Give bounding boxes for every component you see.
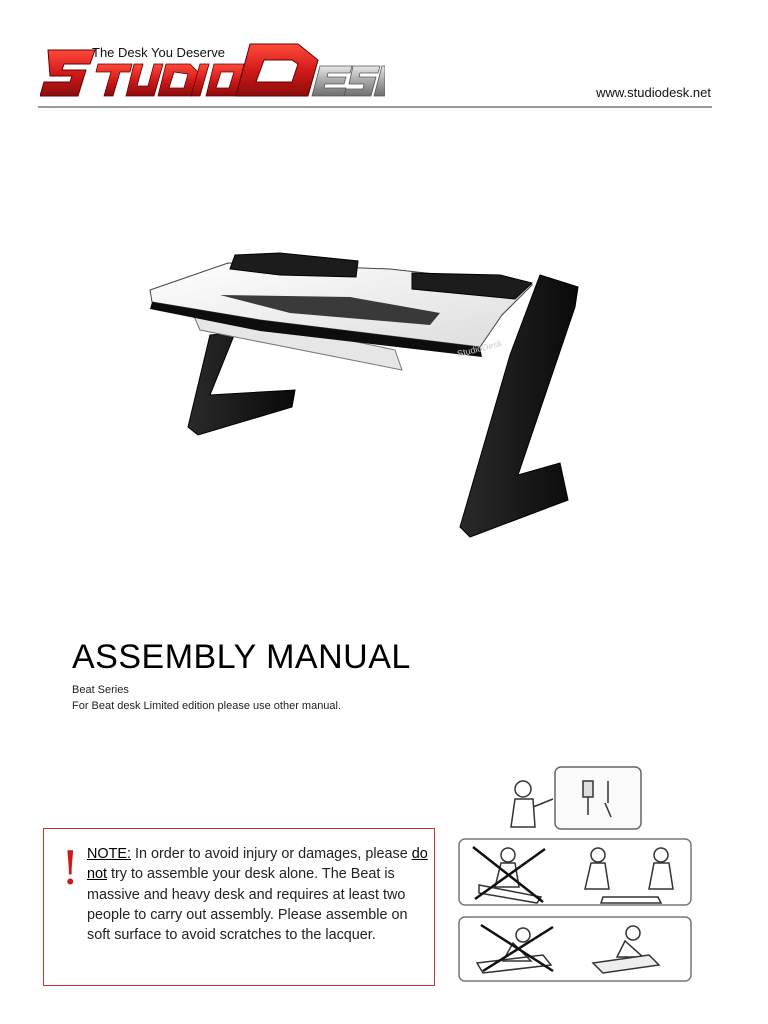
- note-label: NOTE:: [87, 846, 131, 862]
- header-divider: [38, 106, 712, 108]
- subtitle-block: [72, 682, 341, 714]
- soft-surface-illustration: [459, 917, 691, 981]
- note-text: [87, 844, 432, 945]
- series-name: Beat Series: [72, 684, 129, 696]
- series-note: For Beat desk Limited edition please use other manual.: [72, 700, 342, 712]
- studiodesk-logo: [40, 42, 385, 102]
- note-emphasis: do not: [87, 846, 428, 883]
- assembly-illustrations: [453, 757, 703, 989]
- page-header: [0, 0, 768, 112]
- note-text-before: In order to avoid injury or damages, please: [130, 846, 412, 862]
- desk-badge: StudioDesk: [456, 338, 504, 359]
- exclamation-icon: !: [61, 841, 80, 895]
- page-title: ASSEMBLY MANUAL: [72, 638, 411, 676]
- brand-tagline: The Desk You Deserve: [92, 45, 225, 60]
- desk-product-image: [140, 245, 590, 545]
- safety-note-box: [43, 828, 435, 986]
- two-people-illustration: [459, 839, 691, 905]
- website-url[interactable]: www.studiodesk.net: [596, 85, 711, 100]
- tools-illustration: [511, 767, 641, 829]
- note-text-after: try to assemble your desk alone. The Beat is massive and heavy desk and requires at least two people to carry out assembly. Please assemble on soft surface to avoid scratches to the lacquer.: [87, 866, 408, 944]
